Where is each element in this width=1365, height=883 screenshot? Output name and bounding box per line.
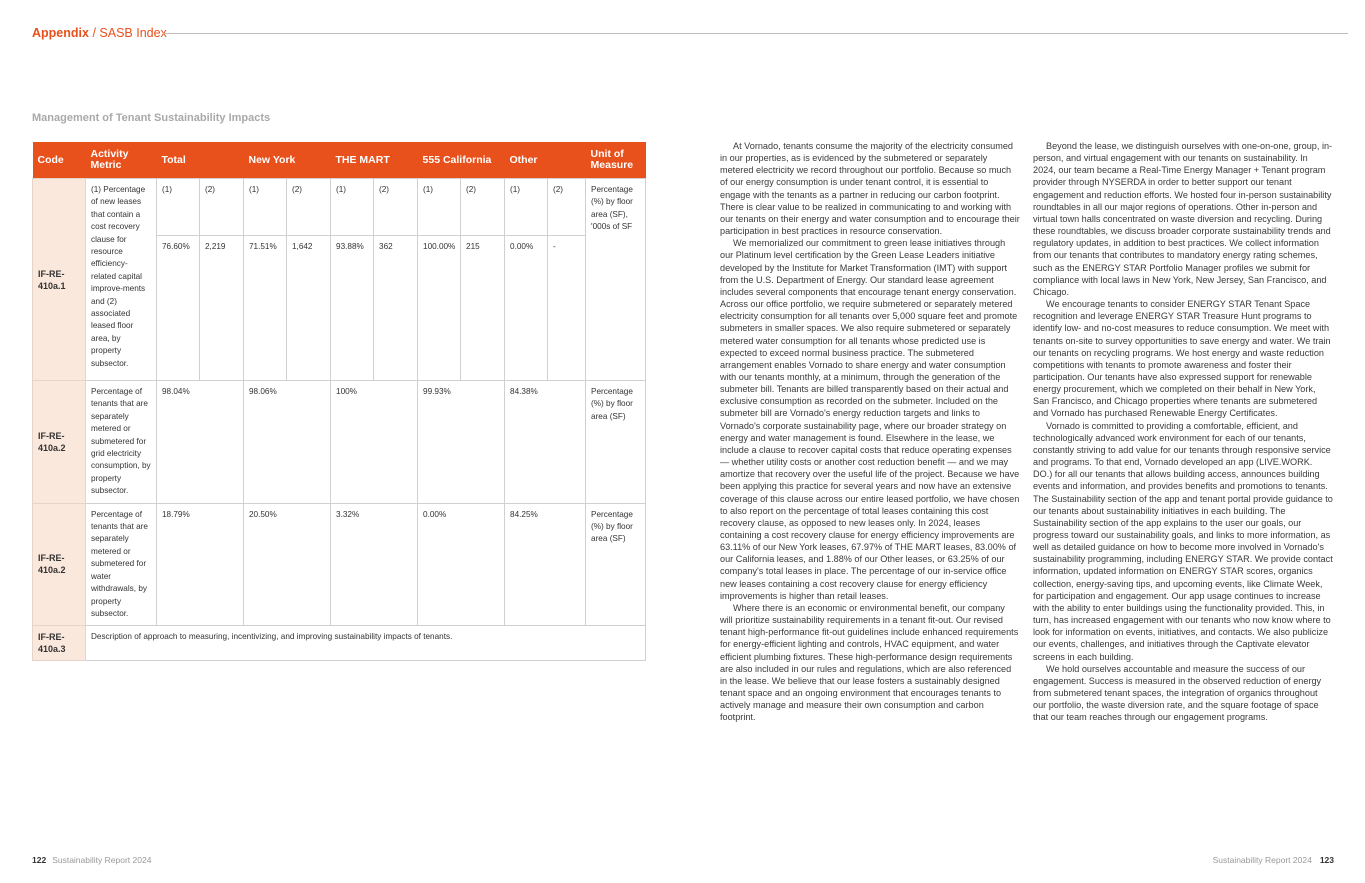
row-unit: Percentage (%) by floor area (SF) [586, 503, 646, 626]
sub-label: (1) [505, 179, 548, 236]
page-number-left: 122 [32, 855, 47, 865]
header-total: Total [157, 142, 244, 179]
paragraph: We encourage tenants to consider ENERGY STAR Tenant Space recognition and leverage ENERGY STAR Treasure Hunt programs to identify low- and no-cost measures to reduce consumption. We meet with tenants on-site to survey opportunities to save energy and water. We train our tenants on recycling programs. We host energy and waste reduction competitions with tenants to promote awareness and foster their participation. Our tenants have also expressed support for renewable energy procurement, which we completed on their behalf in New York, San Francisco, and Chicago properties where tenants are submetered and Vornado has purchased Renewable Energy Certificates. [1033, 299, 1331, 419]
row-metric: Percentage of tenants that are separately metered or submetered for water withdrawals, by property subsector. [86, 503, 157, 626]
sub-label: (2) [461, 179, 505, 236]
section-title: Management of Tenant Sustainability Impacts [32, 112, 271, 124]
header-code: Code [33, 142, 86, 179]
sub-label: (1) [331, 179, 374, 236]
value-cell: 100.00% [418, 236, 461, 381]
footer-title-left: Sustainability Report 2024 [52, 855, 152, 865]
value-cell: 0.00% [505, 236, 548, 381]
page-header [32, 26, 167, 40]
header-unit-of-measure: Unit of Measure [586, 142, 646, 179]
header-rule [163, 33, 1348, 34]
header-section: Appendix [32, 26, 89, 40]
header-separator: / [92, 26, 96, 40]
footer-right [1213, 855, 1334, 865]
sasb-table [32, 142, 646, 661]
value-cell: 100% [331, 381, 418, 504]
table-row [33, 626, 646, 661]
row-code: IF-RE-410a.3 [33, 626, 86, 661]
body-column-right [1033, 140, 1333, 724]
table-row [33, 381, 646, 504]
sub-label: (2) [374, 179, 418, 236]
sub-label: (2) [200, 179, 244, 236]
sub-label: (2) [287, 179, 331, 236]
value-cell: 84.38% [505, 381, 586, 504]
footer-title-right: Sustainability Report 2024 [1212, 855, 1312, 865]
paragraph: Beyond the lease, we distinguish ourselves with one-on-one, group, in-person, and virtual engagement with our tenants on sustainability. In 2024, our team became a Real-Time Energy Manager + Tenant program provider through NYSERDA in order to better support our tenant engagement and reduction efforts. We hosted four in-person sustainability roundtables in all our major regions of operations. Other in-person and virtual town halls concentrated on waste diversion and recycling. During these roundtables, we discuss broader corporate sustainability trends and regulatory updates, in addition to best practices. We collect information from our tenants that contributes to mandatory energy rating schemes, such as the ENERGY STAR Portfolio Manager profiles we submit for compliance with local laws in New York, New Jersey, San Francisco, and Chicago. [1033, 141, 1333, 297]
value-cell: - [548, 236, 586, 381]
value-cell: 1,642 [287, 236, 331, 381]
value-cell: 93.88% [331, 236, 374, 381]
header-new-york: New York [244, 142, 331, 179]
header-555-california: 555 California [418, 142, 505, 179]
value-cell: 84.25% [505, 503, 586, 626]
sub-label: (1) [157, 179, 200, 236]
value-cell: 0.00% [418, 503, 505, 626]
row-unit: Percentage (%) by floor area (SF), '000s of SF [586, 179, 646, 381]
header-other: Other [505, 142, 586, 179]
paragraph: We memorialized our commitment to green lease initiatives through our Platinum level certification by the Green Lease Leaders initiative developed by the Institute for Market Transformation (IMT) with support from the U.S. Department of Energy. Our standard lease agreement includes several components that encourage tenant energy conservation. Across our office portfolio, we require submetered or separately metered electricity consumption for all tenants over 5,000 square feet and promote submeters in smaller spaces. We also require submetered or separately metered water consumption for all tenants whose predicted use is expected to exceed normal business practice. The submetered arrangement enables Vornado to share energy and water consumption with our tenants monthly, at a minimum, through the generation of the submeter bill. Tenants are billed transparently based on their actual and exclusive consumption as recorded on the submeter. Included on the submeter bill are Vornado's energy reduction targets and links to Vornado's corporate sustainability page, where our broader strategy on energy and water management is found. Elsewhere in the lease, we include a clause to recover capital costs that reduce operating expenses — whether utility costs or another cost reduction benefit — and we may amortize that recovery over the useful life of the project. Because we have been applying this practice for several years and now have an extensive coverage of this clause across our entire leased portfolio, we have chosen to also report on the percentage of total leases containing this cost recovery clause, as opposed to new leases only. In 2024, leases containing a cost recovery clause for energy efficiency improvements are 63.11% of our New York leases, 67.97% of THE MART leases, 83.00% of our California leases, and 1.88% of our Other leases, or 63.25% of our company's total leases in place. The percentage of our in-service office new leases containing a cost recovery clause for energy efficiency improvements is higher than retail leases. [720, 238, 1020, 601]
body-column-left [720, 140, 1020, 724]
value-cell: 76.60% [157, 236, 200, 381]
value-cell: 3.32% [331, 503, 418, 626]
sub-label: (1) [418, 179, 461, 236]
row-description: Description of approach to measuring, incentivizing, and improving sustainability impacts of tenants. [86, 626, 646, 661]
row-metric: (1) Percentage of new leases that contain a cost recovery clause for resource efficiency-related capital improve-ments and (2) associated leased floor area, by property subsector. [86, 179, 157, 381]
value-cell: 98.06% [244, 381, 331, 504]
value-cell: 20.50% [244, 503, 331, 626]
sub-label: (2) [548, 179, 586, 236]
footer-left [32, 855, 151, 865]
value-cell: 215 [461, 236, 505, 381]
paragraph: We hold ourselves accountable and measure the success of our engagement. Success is measured in the observed reduction of energy from submetered tenant spaces, the integration of organics throughout our portfolio, the waste diversion rate, and the square footage of space that our team reaches through our engagement programs. [1033, 663, 1322, 723]
row-metric: Percentage of tenants that are separately metered or submetered for grid electricity consumption, by property subsector. [86, 381, 157, 504]
row-code: IF-RE-410a.2 [33, 503, 86, 626]
row-code: IF-RE-410a.1 [33, 179, 86, 381]
table-row [33, 179, 646, 236]
value-cell: 2,219 [200, 236, 244, 381]
value-cell: 98.04% [157, 381, 244, 504]
paragraph: At Vornado, tenants consume the majority of the electricity consumed in our properties, as is evidenced by the submetered or separately metered electricity we record throughout our portfolio. Because so much of our energy consumption is under tenant control, it is essential to engage with the tenants as a partner in reducing our carbon footprint. There is clear value to be realized in communicating to and working with our tenants on their energy and water consumption and to encourage their participation in best practices in resource conservation. [720, 141, 1020, 237]
row-code: IF-RE-410a.2 [33, 381, 86, 504]
paragraph: Where there is an economic or environmental benefit, our company will prioritize sustainability requirements in a tenant fit-out. Our revised tenant high-performance fit-out guidelines include enhanced requirements for energy-efficient lighting and controls, HVAC equipment, and water efficient plumbing fixtures. These high-performance design requirements are also included in our rules and regulations, which are also referenced in the lease. We believe that our lease fosters a sustainably designed tenant space and an ongoing environment that encourages tenants to actively manage and measure their own consumption and carbon footprint. [720, 602, 1019, 723]
sub-label: (1) [244, 179, 287, 236]
value-cell: 99.93% [418, 381, 505, 504]
table-header-row [33, 142, 646, 179]
value-cell: 71.51% [244, 236, 287, 381]
value-cell: 18.79% [157, 503, 244, 626]
page-number-right: 123 [1319, 855, 1334, 865]
table-row [33, 503, 646, 626]
header-the-mart: THE MART [331, 142, 418, 179]
row-unit: Percentage (%) by floor area (SF) [586, 381, 646, 504]
value-cell: 362 [374, 236, 418, 381]
header-activity-metric: Activity Metric [86, 142, 157, 179]
header-subsection: SASB Index [99, 26, 167, 40]
paragraph: Vornado is committed to providing a comfortable, efficient, and technologically advanced work environment for each of our tenants, constantly striving to add value for our tenants through responsive service and programs. To that end, Vornado developed an app (LIVE.WORK. DO.) for all our tenants that allows building access, announces building events and information, and provides benefits and promotions to tenants. The Sustainability section of the app and tenant portal provide guidance to our tenants about sustainability initiatives in each building. The Sustainability section of the app explains to the user our goals, our progress toward our sustainability goals, and links to more information, as well as detailed guidance on how to become more involved in Vornado's sustainability programming, including ENERGY STAR. We provide contact information, updated information on ENERGY STAR scores, organics collection, energy-saving tips, and upcoming events, like Climate Week, for participation and engagement. Our app usage continues to increase with the ability to enter buildings using the functionality provided. This, in turn, has increased engagement with our tenants who now know where to look for information on events, initiatives, and contacts. We also publicize our events, challenges, and initiatives through the Captivate elevator screens in each building. [1033, 420, 1333, 662]
